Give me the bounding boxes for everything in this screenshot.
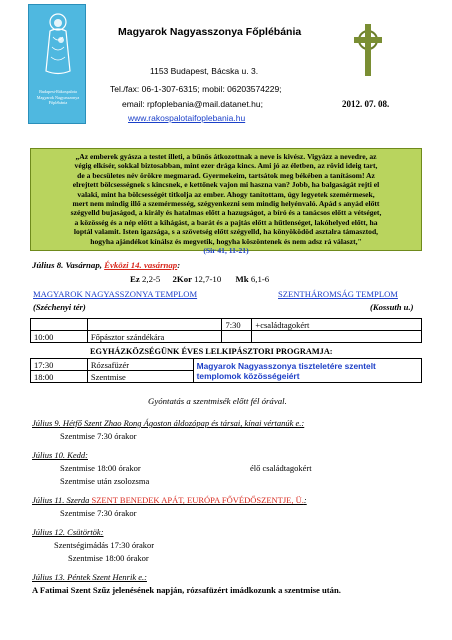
program-note: Magyarok Nagyasszonya tiszteletére szentelt templomok közösségeiért xyxy=(193,359,421,383)
table-cell-time xyxy=(222,331,252,343)
quote-line: végig elkísér, sokkal biztosabban, mint ezer drága kincs. Ami jó az életben, az rövid ideig tart, xyxy=(74,161,378,171)
sunday-title xyxy=(32,260,180,270)
reading-ref: 2,2-5 xyxy=(141,274,161,284)
day-title xyxy=(32,527,104,537)
table-cell-event: Szentmise xyxy=(87,371,193,383)
quote-reference: (Sir 41, 11-21) xyxy=(203,246,249,256)
table-cell-event: +családtagokért xyxy=(252,319,422,331)
quote-line: valaki, mint ha bölcsességét titkolja az ember. Ahogy tanítottam, úgy legyetek szemérmesek, xyxy=(77,189,375,199)
program-header: EGYHÁZKÖZSÉGÜNK ÉVES LELKIPÁSZTORI PROGRAMJA: xyxy=(90,347,333,356)
table-cell-event: Rózsafüzér xyxy=(87,359,193,371)
table-cell-event xyxy=(87,319,222,331)
day-title-text: Július 10. Kedd: xyxy=(32,450,88,460)
quote-line: a közösség és a nép előtt a kihágást, a barát és a pajtás előtt a hűtlenséget, lakóhelyed előtt, ha xyxy=(74,217,378,227)
logo-caption-line: Budapest-Rákospalota xyxy=(39,89,77,94)
logo-caption-line: Főplébánia xyxy=(48,100,68,105)
day-title-text: Július 9. Hétfő Szent Zhao Rong Ágoston áldozópap és társai, kínai vértanúk e.: xyxy=(32,418,305,428)
day-line: Szentségimádás 17:30 órakor xyxy=(54,540,155,550)
day-line: Szentmise 18:00 órakor xyxy=(60,463,141,473)
day-title-suffix: : xyxy=(303,495,307,505)
sunday-title-suffix: : xyxy=(177,260,181,270)
quote-line: „Az emberek gyásza a testet illeti, a bűnös átkozottnak a neve is kivész. Vigyázz a nevedre, az xyxy=(75,152,377,161)
table-cell-time: 18:00 xyxy=(31,371,88,383)
day-line: Szentmise 7:30 órakor xyxy=(60,431,137,441)
bulletin-date: 2012. 07. 08. xyxy=(342,99,390,109)
table-row xyxy=(31,319,422,331)
footer-note: A Fatimai Szent Szűz jelenésének napján, rózsafüzért imádkozunk a szentmise után. xyxy=(32,585,341,595)
day-title xyxy=(32,450,88,460)
quote-line: szégyelld bujaságod, a király és hatalmas előtt a hazugságot, a bíró és a tanácsos előtt a vétséget, xyxy=(70,208,382,218)
table-cell-time: 10:00 xyxy=(31,331,88,343)
parish-website-link[interactable]: www.rakospalotaifoplebania.hu xyxy=(128,113,246,123)
parish-address: 1153 Budapest, Bácska u. 3. xyxy=(150,66,259,76)
logo-caption xyxy=(31,89,85,106)
day-title-feast: SZENT BENEDEK APÁT, EURÓPA FŐVÉDŐSZENTJE, Ü. xyxy=(91,495,304,505)
table-cell-time: 7:30 xyxy=(222,319,252,331)
reading-ref: 12,7-10 xyxy=(194,274,222,284)
parish-logo xyxy=(28,4,86,124)
table-cell-event xyxy=(252,331,422,343)
confession-note: Gyóntatás a szentmisék előtt fél órával. xyxy=(148,396,287,406)
right-church-link[interactable]: SZENTHÁROMSÁG TEMPLOM xyxy=(278,289,398,299)
quote-line: hogyha ajándékot kínálsz és megvetik, hogyha köszöntenek és nem adsz rá választ," xyxy=(90,236,362,246)
reading-ref: 6,1-6 xyxy=(250,274,270,284)
mass-schedule-table xyxy=(30,318,422,343)
day-line: Szentmise 18:00 órakor xyxy=(68,553,149,563)
parish-phone: Tel./fax: 06-1-307-6315; mobil: 06203574229; xyxy=(110,84,282,94)
table-row xyxy=(31,359,422,371)
quote-line: de a becsületes név örökre megmarad. Gyermekeim, tartsátok meg békében a tanításom! Az xyxy=(77,170,375,180)
day-title xyxy=(32,495,307,505)
reading-book: Mk xyxy=(235,274,249,284)
left-church-link[interactable]: MAGYAROK NAGYASSZONYA TEMPLOM xyxy=(33,289,198,299)
table-row xyxy=(31,331,422,343)
reading-book: Ez xyxy=(130,274,140,284)
sunday-liturgy-link[interactable]: Évközi 14. vasárnap xyxy=(104,260,178,270)
sunday-readings xyxy=(130,274,269,284)
celtic-cross-icon xyxy=(348,22,388,78)
day-line: Szentmise után zsolozsma xyxy=(60,476,150,486)
quote-line: loptál valamit. Isten igazsága, s a szövetség előtt szégyelld, ha könyöködöd asztalra támasztod, xyxy=(73,227,379,237)
program-table xyxy=(30,358,422,383)
day-title-text: Július 11. Szerda xyxy=(32,495,92,505)
parish-email: email: rpfoplebania@mail.datanet.hu; xyxy=(122,99,263,109)
day-title xyxy=(32,572,147,582)
day-line-intention: élő családtagokért xyxy=(250,463,312,473)
quote-line: mert nem mindig illő a szemérmesség, szégyenkezni sem mindig helyénvaló. Apád s anyád előtt xyxy=(72,199,380,209)
day-title-text: Július 13. Péntek Szent Henrik e.: xyxy=(32,572,147,582)
scripture-quote-box xyxy=(30,148,422,256)
table-cell-time xyxy=(31,319,88,331)
day-line: Szentmise 7:30 órakor xyxy=(60,508,137,518)
table-cell-event: Főpásztor szándékára xyxy=(87,331,222,343)
table-cell-time: 17:30 xyxy=(31,359,88,371)
madonna-icon xyxy=(41,13,75,77)
logo-caption-line: Magyarok Nagyasszonya xyxy=(36,94,80,100)
sunday-title-text: Július 8. Vasárnap, xyxy=(32,260,105,270)
right-church-street: (Kossuth u.) xyxy=(370,302,414,312)
reading-book: 2Kor xyxy=(172,274,192,284)
day-title-text: Július 12. Csütörtök: xyxy=(32,527,104,537)
parish-title: Magyarok Nagyasszonya Főplébánia xyxy=(118,26,302,38)
left-church-street: (Széchenyi tér) xyxy=(33,302,86,312)
quote-line: elrejtett bölcsességnek s kincsnek, e kettőnek vajon mi hasznа van? Jobb, ha balgaságát rejti el xyxy=(72,180,380,190)
day-title xyxy=(32,418,304,428)
